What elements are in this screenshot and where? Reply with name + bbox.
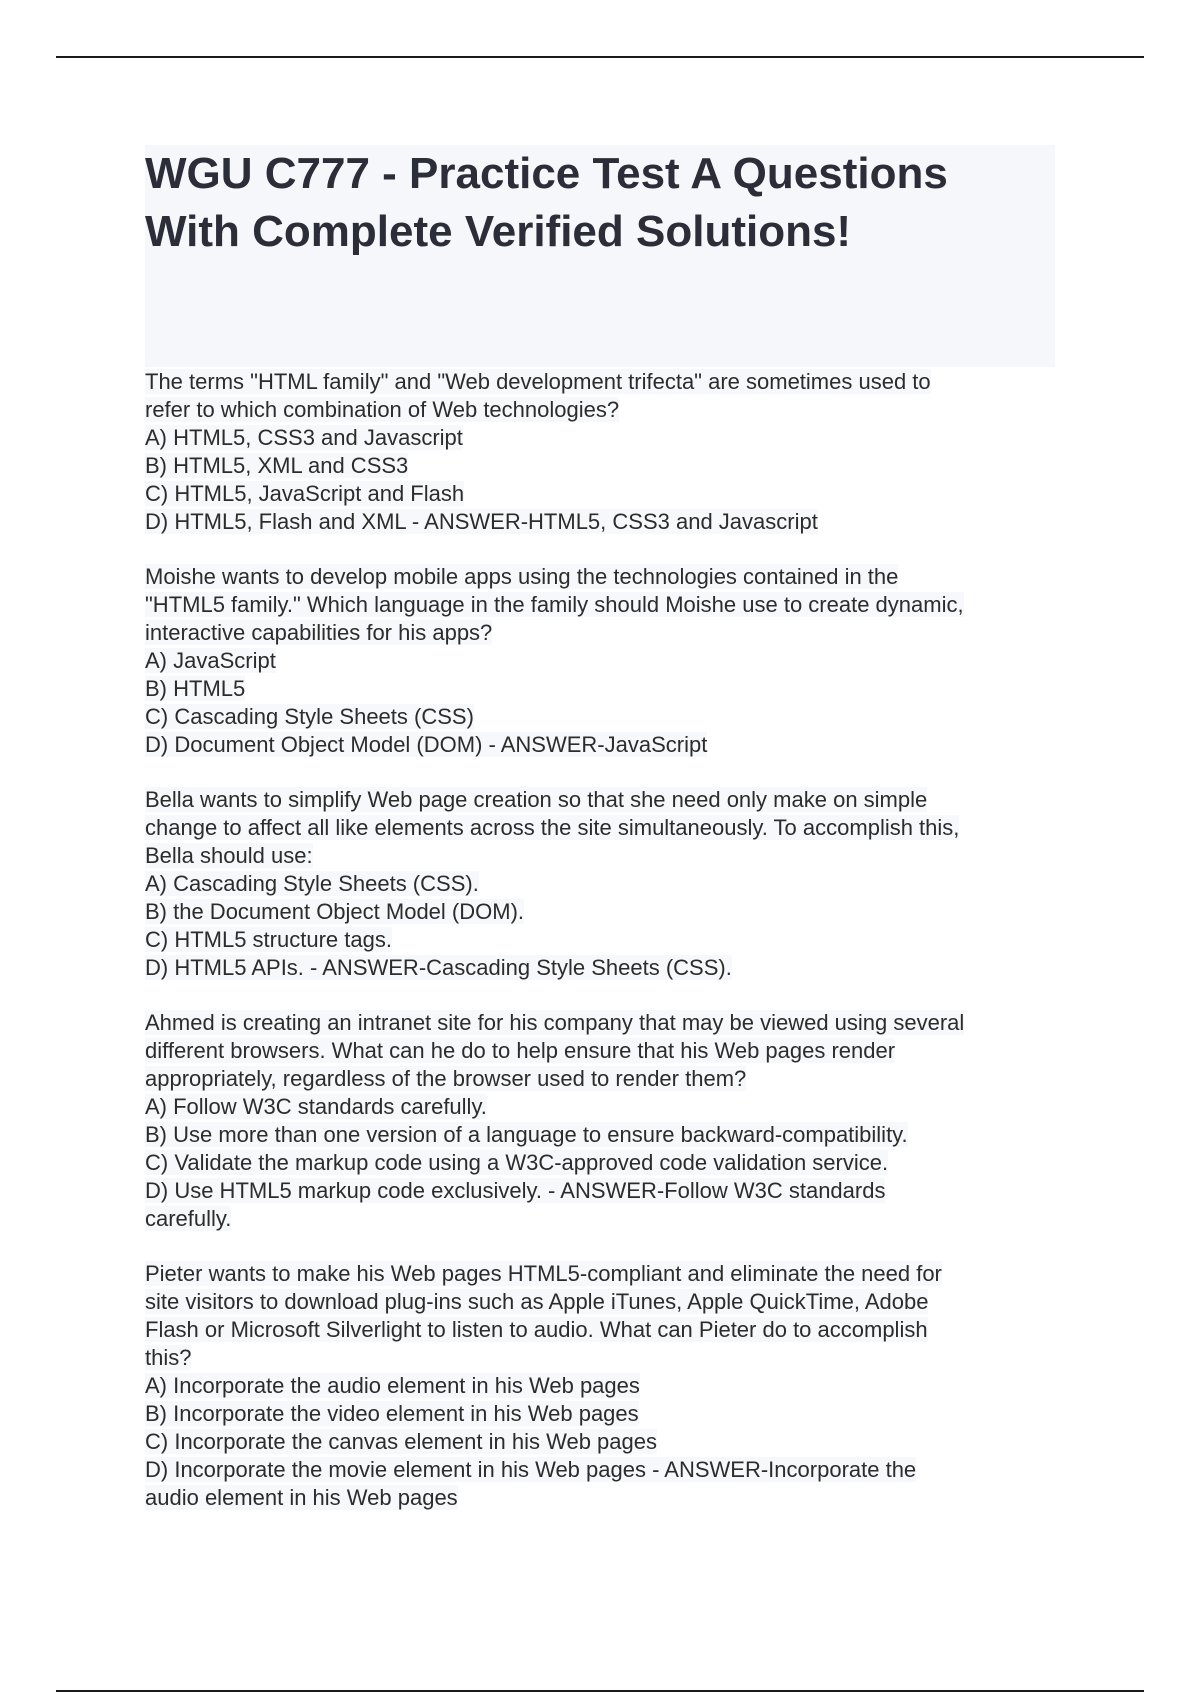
question-5 <box>145 1260 1065 1512</box>
answer-option: A) HTML5, CSS3 and Javascript <box>145 425 463 450</box>
answer-option-with-solution: D) Use HTML5 markup code exclusively. - ANSWER-Follow W3C standards <box>145 1178 886 1203</box>
question-4 <box>145 1009 1065 1233</box>
question-line: change to affect all like elements across the site simultaneously. To accomplish this, <box>145 815 960 840</box>
answer-option: B) Use more than one version of a language to ensure backward-compatibility. <box>145 1122 908 1147</box>
question-3 <box>145 786 1065 982</box>
question-line: interactive capabilities for his apps? <box>145 620 493 645</box>
answer-option: A) JavaScript <box>145 648 276 673</box>
question-line: "HTML5 family." Which language in the family should Moishe use to create dynamic, <box>145 592 964 617</box>
question-line: The terms "HTML family" and "Web development trifecta" are sometimes used to <box>145 369 931 394</box>
bottom-rule <box>56 1690 1144 1692</box>
answer-option: C) HTML5, JavaScript and Flash <box>145 481 465 506</box>
answer-option-with-solution: D) Document Object Model (DOM) - ANSWER-JavaScript <box>145 732 708 757</box>
question-line: refer to which combination of Web technologies? <box>145 397 620 422</box>
title-block <box>145 145 1055 367</box>
answer-option: B) HTML5 <box>145 676 246 701</box>
answer-option: B) HTML5, XML and CSS3 <box>145 453 409 478</box>
answer-option-with-solution: carefully. <box>145 1206 232 1231</box>
questions-list <box>145 368 1065 1539</box>
answer-option: B) Incorporate the video element in his Web pages <box>145 1401 639 1426</box>
answer-option-with-solution: D) HTML5 APIs. - ANSWER-Cascading Style Sheets (CSS). <box>145 955 732 980</box>
answer-option-with-solution: audio element in his Web pages <box>145 1485 458 1510</box>
question-line: this? <box>145 1345 192 1370</box>
question-line: different browsers. What can he do to help ensure that his Web pages render <box>145 1038 896 1063</box>
question-line: Bella wants to simplify Web page creation so that she need only make on simple <box>145 787 928 812</box>
answer-option: B) the Document Object Model (DOM). <box>145 899 525 924</box>
answer-option: C) Validate the markup code using a W3C-approved code validation service. <box>145 1150 889 1175</box>
answer-option: C) Cascading Style Sheets (CSS) <box>145 704 474 729</box>
answer-option-with-solution: D) HTML5, Flash and XML - ANSWER-HTML5, CSS3 and Javascript <box>145 509 818 534</box>
answer-option: C) HTML5 structure tags. <box>145 927 392 952</box>
question-line: Moishe wants to develop mobile apps using the technologies contained in the <box>145 564 899 589</box>
question-2 <box>145 563 1065 759</box>
answer-option-with-solution: D) Incorporate the movie element in his Web pages - ANSWER-Incorporate the <box>145 1457 917 1482</box>
top-rule <box>56 56 1144 58</box>
document-title: WGU C777 - Practice Test A Questions With Complete Verified Solutions! <box>145 149 948 256</box>
question-line: Ahmed is creating an intranet site for his company that may be viewed using several <box>145 1010 965 1035</box>
answer-option: A) Cascading Style Sheets (CSS). <box>145 871 479 896</box>
answer-option: A) Incorporate the audio element in his Web pages <box>145 1373 640 1398</box>
question-line: Flash or Microsoft Silverlight to listen to audio. What can Pieter do to accomplish <box>145 1317 928 1342</box>
question-line: site visitors to download plug-ins such as Apple iTunes, Apple QuickTime, Adobe <box>145 1289 929 1314</box>
question-line: appropriately, regardless of the browser used to render them? <box>145 1066 747 1091</box>
question-1 <box>145 368 1065 536</box>
question-line: Pieter wants to make his Web pages HTML5-compliant and eliminate the need for <box>145 1261 942 1286</box>
question-line: Bella should use: <box>145 843 313 868</box>
answer-option: A) Follow W3C standards carefully. <box>145 1094 487 1119</box>
answer-option: C) Incorporate the canvas element in his Web pages <box>145 1429 657 1454</box>
